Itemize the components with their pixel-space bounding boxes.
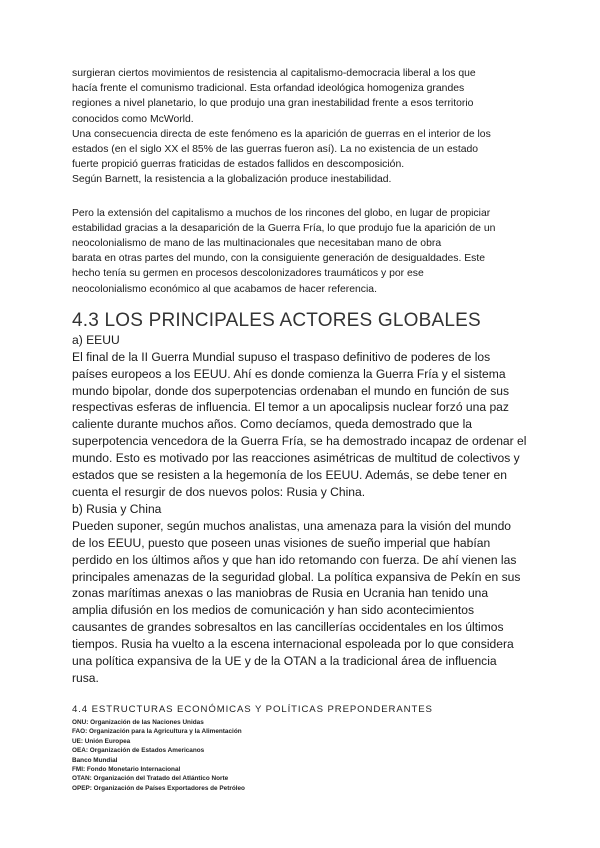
text-line: estados (en el siglo XX el 85% de las guerras fueron así). La no existencia de un estado (72, 144, 479, 156)
text-line: Pueden suponer, según muchos analistas, una amenaza para la visión del mundo (72, 518, 512, 533)
paragraph-neocolonialism (72, 206, 560, 297)
text-line: Pero la extensión del capitalismo a muchos de los rincones del globo, en lugar de propiciar (72, 207, 491, 219)
paragraph-spacer (72, 188, 560, 206)
text-line: estados que se resisten a la hegemonía de los EEUU. Además, se debe tener en (72, 468, 507, 483)
text-line: tiempos. Rusia ha vuelto a la escena internacional espoleada por lo que considera (72, 637, 514, 652)
text-line: de los EEUU, puesto que poseen unas visiones de sueño imperial que habían (72, 535, 491, 550)
text-line: países europeos a los EEUU. Ahí es donde comienza la Guerra Fría y el sistema (72, 366, 506, 381)
text-line: estabilidad gracias a la desaparición de la Guerra Fría, lo que produjo fue la aparición de un (72, 222, 496, 234)
abbreviation-list (72, 718, 560, 793)
text-line: conocidos como McWorld. (72, 113, 194, 125)
text-line: Una consecuencia directa de este fenómeno es la aparición de guerras en el interior de los (72, 128, 491, 140)
section-4-4-heading: 4.4 ESTRUCTURAS ECONÓMICAS Y POLÍTICAS PREPONDERANTES (72, 703, 433, 715)
text-line: cuenta el resurgir de dos nuevos polos: Rusia y China. (72, 485, 366, 499)
abbreviation-item: OPEP: Organización de Países Exportadores de Petróleo (72, 784, 245, 792)
text-line: principales amenazas de la seguridad global. La política expansiva de Pekín en sus (72, 569, 521, 584)
abbreviation-item: FMI: Fondo Monetario Internacional (72, 765, 181, 773)
text-line: zonas marítimas anexas o las maniobras de Rusia en Ucrania han tenido una (72, 586, 489, 601)
abbreviation-item: UE: Unión Europea (72, 737, 131, 745)
text-line: superpotencia vencedora de la Guerra Fría, se ha demostrado incapaz de ordenar el (72, 434, 527, 449)
paragraph-globalization-resistance (72, 66, 560, 188)
text-line: caliente durante muchos años. Como decíamos, queda demostrado que la (72, 417, 473, 432)
subheading-eeuu: a) EEUU (72, 332, 120, 347)
text-line: neocolonialismo económico al que acabamos de hacer referencia. (72, 283, 377, 295)
text-line: regiones a nivel planetario, lo que produjo una gran inestabilidad frente a esos territorio (72, 98, 474, 110)
text-line: amplia difusión en los medios de comunicación y han sido acontecimientos (72, 603, 475, 618)
text-line: respectivas esferas de influencia. El temor a un apocalipsis nuclear forzó una paz (72, 400, 509, 415)
text-line: causantes de grandes sobresaltos en las cancillerías occidentales en los últimos (72, 620, 504, 635)
text-line: una política expansiva de la UE y de la OTAN a la tradicional área de influencia (72, 654, 497, 669)
text-line: Según Barnett, la resistencia a la globalización produce inestabilidad. (72, 174, 392, 186)
section-4-3-heading: 4.3 LOS PRINCIPALES ACTORES GLOBALES (72, 309, 481, 331)
text-line: hecho tenía su germen en procesos descolonizadores traumáticos y por ese (72, 268, 424, 280)
text-line: mundo. Esto es motivado por las reacciones asimétricas de multitud de colectivos y (72, 451, 520, 466)
text-line: hacía frente el comunismo tradicional. Esta orfandad ideológica homogeniza grandes (72, 83, 465, 95)
subheading-rusia-china: b) Rusia y China (72, 501, 162, 516)
text-line: perdido en los últimos años y que han ido retomando con fuerza. De ahí vienen las (72, 552, 517, 567)
abbreviation-item: FAO: Organización para la Agricultura y la Alimentación (72, 728, 242, 736)
paragraph-rusia-china (72, 518, 560, 687)
paragraph-eeuu (72, 349, 560, 501)
abbreviation-item: OTAN: Organización del Tratado del Atlántico Norte (72, 775, 229, 783)
text-line: barata en otras partes del mundo, con la consiguiente generación de desigualdades. Este (72, 253, 486, 265)
text-line: rusa. (72, 670, 99, 685)
abbreviation-item: ONU: Organización de las Naciones Unidas (72, 718, 204, 726)
text-line: fuerte propició guerras fraticidas de estados fallidos en descomposición. (72, 159, 405, 171)
abbreviation-item: Banco Mundial (72, 756, 118, 764)
text-line: mundo bipolar, donde dos superpotencias ordenaban el mundo en función de sus (72, 383, 510, 398)
text-line: surgieran ciertos movimientos de resistencia al capitalismo-democracia liberal a los que (72, 68, 476, 79)
text-line: neocolonialismo de mano de las multinacionales que necesitaban mano de obra (72, 238, 442, 250)
abbreviation-item: OEA: Organización de Estados Americanos (72, 747, 205, 755)
text-line: El final de la II Guerra Mundial supuso el traspaso definitivo de poderes de los (72, 349, 491, 364)
